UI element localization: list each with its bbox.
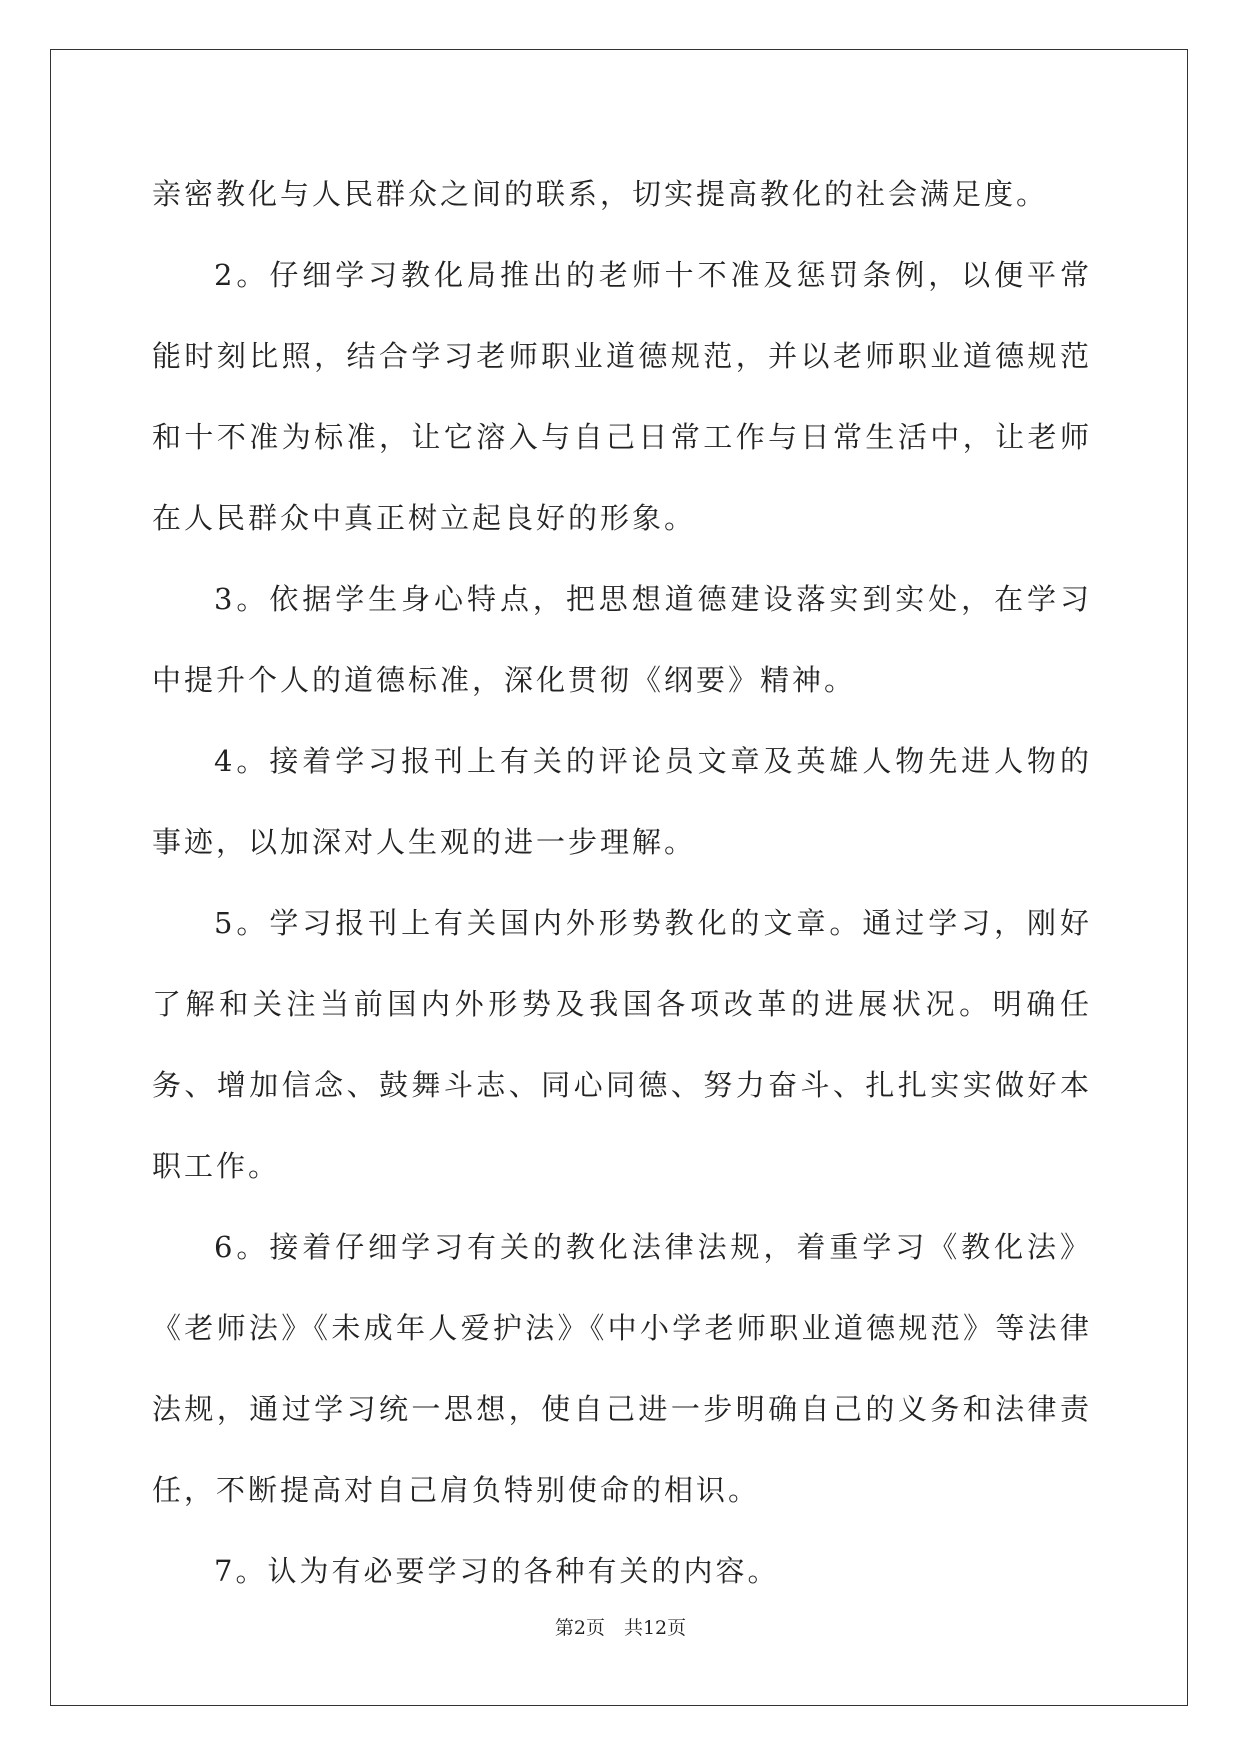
page-number-footer: 第2页 共12页 — [554, 1617, 687, 1639]
document-body — [152, 154, 1092, 1612]
paragraph-item-2: 2。仔细学习教化局推出的老师十不准及惩罚条例，以便平常能时刻比照，结合学习老师职业道德规范，并以老师职业道德规范和十不准为标准，让它溶入与自己日常工作与日常生活中，让老师在人民群众中真正树立起良好的形象。 — [152, 258, 1092, 535]
paragraph-continuation: 亲密教化与人民群众之间的联系，切实提高教化的社会满足度。 — [152, 177, 1049, 211]
paragraph-item-3: 3。依据学生身心特点，把思想道德建设落实到实处，在学习中提升个人的道德标准，深化贯彻《纲要》精神。 — [152, 582, 1092, 697]
paragraph-item-6: 6。接着仔细学习有关的教化法律法规，着重学习《教化法》《老师法》《未成年人爱护法》《中小学老师职业道德规范》等法律法规，通过学习统一思想，使自己进一步明确自己的义务和法律责任，不断提高对自己肩负特别使命的相识。 — [152, 1230, 1092, 1507]
paragraph-item-5: 5。学习报刊上有关国内外形势教化的文章。通过学习，刚好了解和关注当前国内外形势及我国各项改革的进展状况。明确任务、增加信念、鼓舞斗志、同心同德、努力奋斗、扎扎实实做好本职工作。 — [152, 906, 1092, 1183]
paragraph-item-4: 4。接着学习报刊上有关的评论员文章及英雄人物先进人物的事迹，以加深对人生观的进一步理解。 — [152, 744, 1092, 859]
paragraph-item-7: 7。认为有必要学习的各种有关的内容。 — [214, 1554, 780, 1588]
